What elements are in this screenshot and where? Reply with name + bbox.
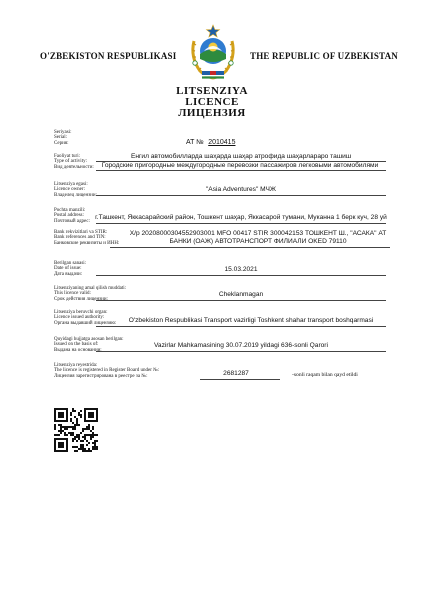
validity-label-uz: Litsenziyaning amal qilish muddati:	[54, 286, 127, 291]
address-label-ru: Почтовый адрес:	[54, 218, 90, 224]
series-number: 2010415	[208, 139, 236, 146]
licensee-value: "Asia Adventures" МЧЖ	[205, 186, 277, 193]
series-labels	[54, 130, 72, 146]
bank-value-line1: Х/р 20208000304552903001 MFO 00417 STIR 300042153 ТОШКЕНТ Ш., "АСАКА" АТ	[129, 230, 387, 237]
registry-label-ru: Лицензия зарегистрирована в реестре за №:	[54, 373, 148, 379]
title-uz: LITSENZIYA	[176, 85, 248, 97]
activity-labels	[54, 154, 94, 170]
bank-value-line2: БАНКИ (ОАЖ) АВТОТРАНСПОРТ ФИЛИАЛИ OKED 79110	[169, 238, 347, 245]
basis-value: Vazirlar Mahkamasining 30.07.2019 yildagi 636-sonli Qarori	[154, 342, 328, 349]
registry-label-en: The licence is registered in Register Board under №:	[54, 368, 160, 374]
country-name-en: THE REPUBLIC OF UZBEKISTAN	[250, 51, 398, 61]
series-label-uz: Seriyasi:	[54, 130, 72, 135]
divider	[96, 275, 386, 276]
title-en: LICENCE	[185, 96, 239, 108]
registry-label-uz: Litsenziya reyestrida:	[54, 363, 98, 368]
address-label-en: Postal address:	[54, 213, 84, 219]
issue-date-labels	[54, 261, 86, 277]
divider	[96, 195, 386, 196]
activity-label-en: Type of activity:	[54, 159, 87, 165]
authority-label-uz: Litsenziya beruvchi organ:	[54, 310, 108, 315]
address-label-uz: Pochta manzili:	[54, 208, 86, 213]
basis-label-ru: Выдана на основании:	[54, 347, 102, 353]
bank-label-ru: Банковские реквизиты и ИНН:	[54, 240, 120, 246]
licensee-label-ru: Владелец лицензии:	[54, 192, 97, 198]
qr-code-icon	[54, 408, 98, 452]
issue-date-label-ru: Дата выдачи:	[54, 271, 83, 277]
divider	[96, 351, 386, 352]
divider	[200, 379, 280, 380]
licensee-labels	[54, 182, 97, 198]
activity-value-line2: Городские пригородные междугородные перевозки пассажиров легковыми автомобилями	[101, 162, 379, 169]
series-label-ru: Серия:	[54, 140, 69, 146]
divider	[96, 326, 386, 327]
activity-label-ru: Вид деятельности:	[54, 164, 94, 170]
basis-label-uz: Quyidagi hujjatga asosan berilgan:	[54, 337, 124, 342]
registry-suffix: -sonli raqam bilan qayd etildi	[292, 372, 358, 378]
authority-label-en: Licence issued authority:	[54, 315, 105, 321]
divider	[96, 300, 386, 301]
series-value	[186, 131, 276, 149]
series-prefix: AT №	[186, 139, 204, 146]
country-name-uz: O'ZBEKISTON RESPUBLIKASI	[40, 51, 177, 61]
bank-label-uz: Bank rekvizitlari va STIR:	[54, 230, 108, 235]
title-ru: ЛИЦЕНЗИЯ	[178, 107, 246, 119]
basis-label-en: Issued on the basis of:	[54, 342, 99, 348]
validity-label-en: This licence valid:	[54, 291, 91, 297]
activity-value-line1: Енгил автомобилларда шаҳарда шаҳар атрофида шаҳарлараро ташиш	[130, 153, 352, 160]
issue-date-label-en: Date of issue:	[54, 266, 82, 272]
validity-value: Cheklanmagan	[218, 291, 264, 298]
issue-date-value: 15.03.2021	[224, 266, 258, 273]
licensee-label-uz: Litsenziya egasi:	[54, 182, 88, 187]
registry-labels	[54, 363, 159, 379]
series-label-en: Serial:	[54, 135, 68, 141]
state-emblem-icon	[186, 23, 240, 81]
bank-label-en: Bank references and TIN:	[54, 235, 106, 241]
authority-value: O'zbekiston Respublikasi Transport vazirligi Toshkent shahar transport boshqarmasi	[128, 317, 374, 324]
divider	[96, 170, 386, 171]
divider	[96, 223, 386, 224]
licensee-label-en: Licence owner:	[54, 187, 85, 193]
divider	[110, 247, 390, 248]
registry-value: 2681287	[223, 370, 249, 377]
validity-label-ru: Срок действия лицензии:	[54, 296, 108, 302]
activity-label-uz: Faoliyat turi:	[54, 154, 80, 159]
issue-date-label-uz: Berilgan sanasi:	[54, 261, 87, 266]
authority-label-ru: Органа выдавший лицензию:	[54, 320, 117, 326]
address-value: г.Ташкент, Яккасарайский район, Тошкент шаҳар, Яккасарой тумани, Муканна 1 берк куч, 28 уй	[95, 214, 387, 221]
